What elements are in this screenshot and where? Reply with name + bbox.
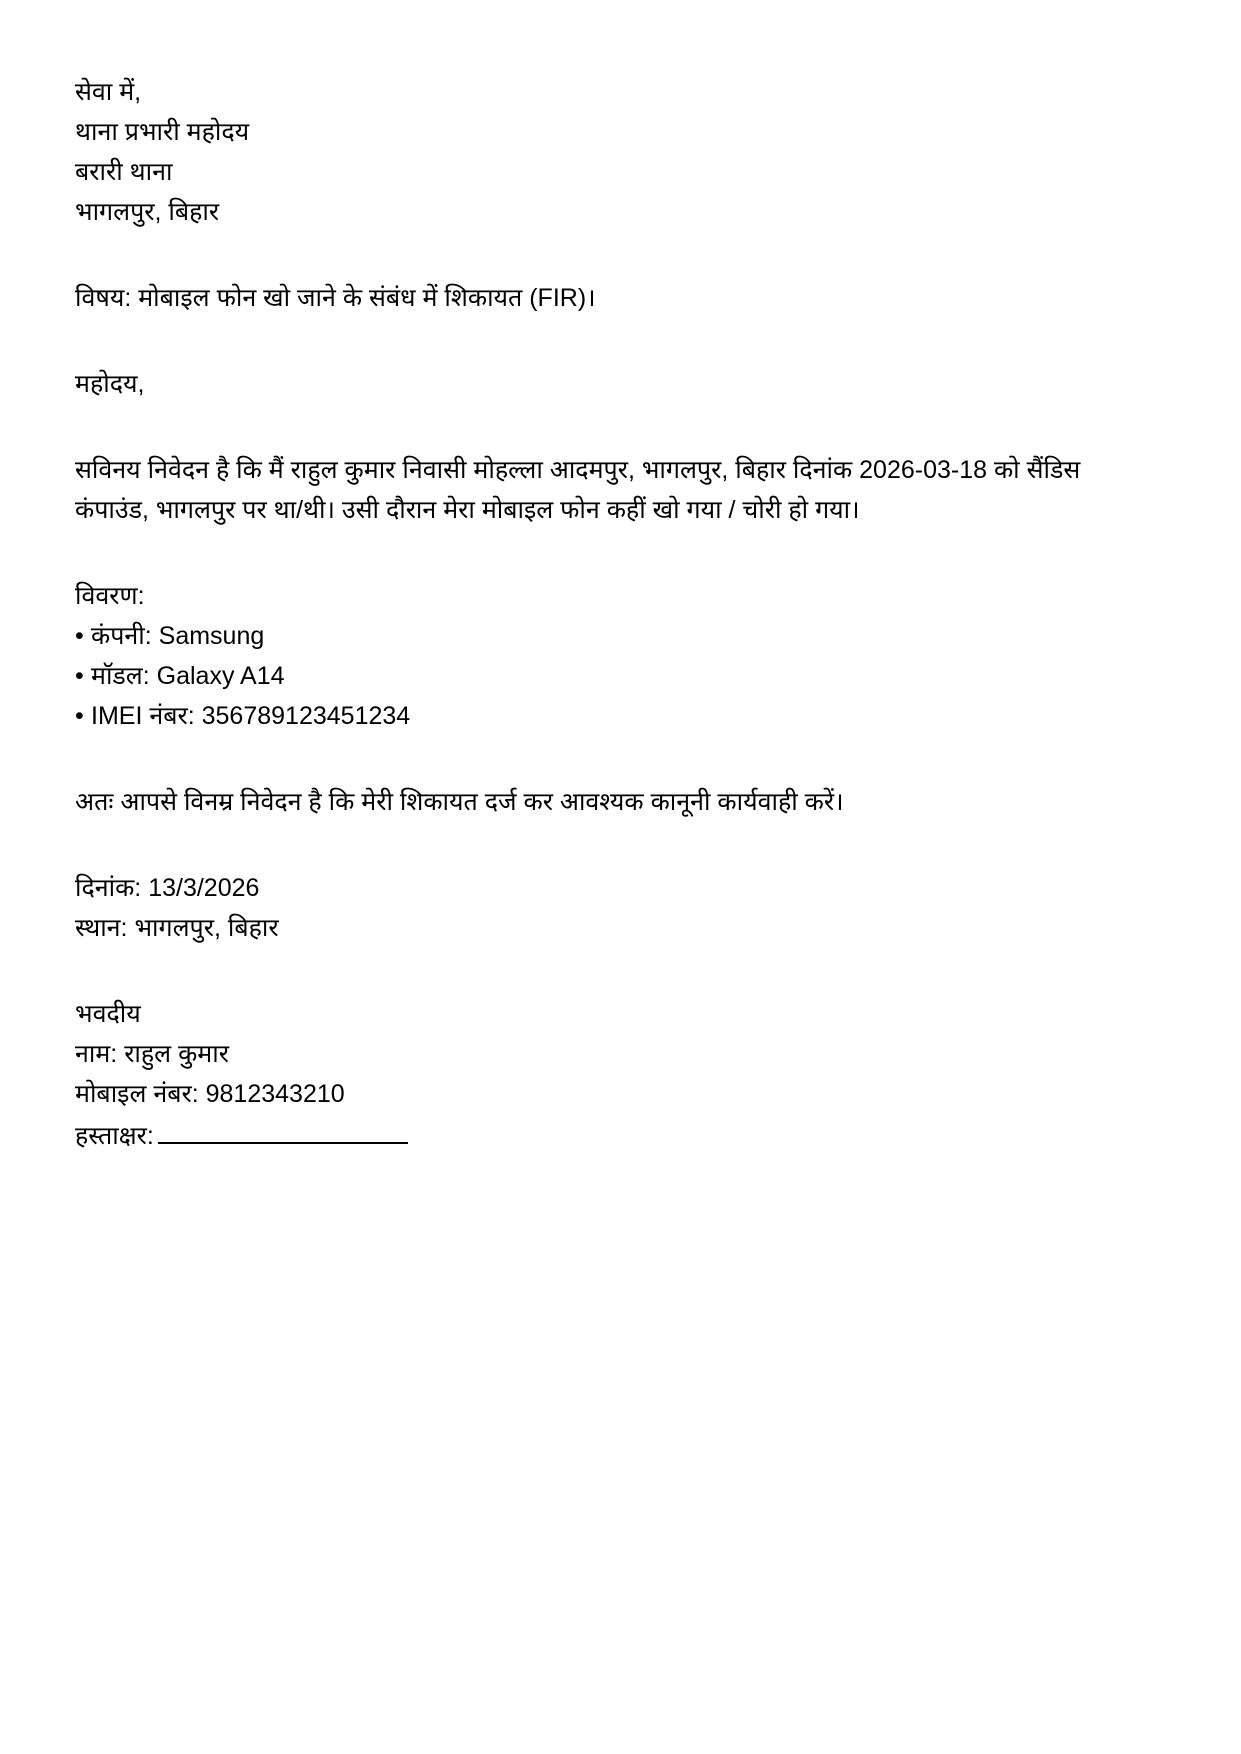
spacer [75,948,1170,994]
salutation-to: सेवा में, [75,78,142,106]
details-heading: विवरण: [75,582,145,610]
spacer [75,404,1170,450]
details-section [75,576,1170,736]
recipient-city: भागलपुर, बिहार [75,198,220,226]
mobile-value: 9812343210 [205,1080,345,1108]
signature-label: हस्ताक्षर: [75,1122,154,1150]
signature-block [75,994,1170,1154]
body-line-2: कंपाउंड, भागलपुर पर था/थी। उसी दौरान मेरा मोबाइल फोन कहीं खो गया / चोरी हो गया। [75,496,860,524]
detail-value: 356789123451234 [201,702,411,730]
date-place-block [75,868,1170,948]
name-label: नाम: [75,1040,118,1068]
greeting: महोदय, [75,370,145,398]
fir-letter-page [75,72,1170,1154]
signature-line [75,1114,1170,1154]
request-paragraph: अतः आपसे विनम्र निवेदन है कि मेरी शिकायत दर्ज कर आवश्यक कानूनी कार्यवाही करें। [75,788,844,816]
spacer [75,736,1170,782]
bullet-icon: • [75,622,84,650]
detail-item-company [75,616,1170,656]
date-line [75,868,1170,908]
name-line [75,1034,1170,1074]
body-paragraph [75,450,1170,530]
detail-label: IMEI नंबर: [91,702,195,730]
detail-value: Galaxy A14 [156,662,285,690]
name-value: राहुल कुमार [124,1040,229,1068]
body-line-1: सविनय निवेदन है कि मैं राहुल कुमार निवासी मोहल्ला आदमपुर, भागलपुर, बिहार दिनांक 2026-03-18 को सैंडिस [75,456,1081,484]
place-value: भागलपुर, बिहार [134,914,279,942]
police-station: बरारी थाना [75,158,173,186]
detail-item-model [75,656,1170,696]
detail-label: कंपनी: [91,622,152,650]
place-label: स्थान: [75,914,128,942]
closing: भवदीय [75,1000,141,1028]
subject-line: विषय: मोबाइल फोन खो जाने के संबंध में शिकायत (FIR)। [75,284,596,312]
mobile-label: मोबाइल नंबर: [75,1080,199,1108]
date-value: 13/3/2026 [148,874,260,902]
spacer [75,232,1170,278]
place-line [75,908,1170,948]
recipient-title: थाना प्रभारी महोदय [75,118,250,146]
bullet-icon: • [75,702,84,730]
spacer [75,822,1170,868]
spacer [75,530,1170,576]
date-label: दिनांक: [75,874,142,902]
detail-value: Samsung [158,622,265,650]
detail-label: मॉडल: [91,662,150,690]
detail-item-imei [75,696,1170,736]
spacer [75,318,1170,364]
address-block [75,72,1170,232]
signature-blank [158,1114,408,1144]
mobile-line [75,1074,1170,1114]
bullet-icon: • [75,662,84,690]
